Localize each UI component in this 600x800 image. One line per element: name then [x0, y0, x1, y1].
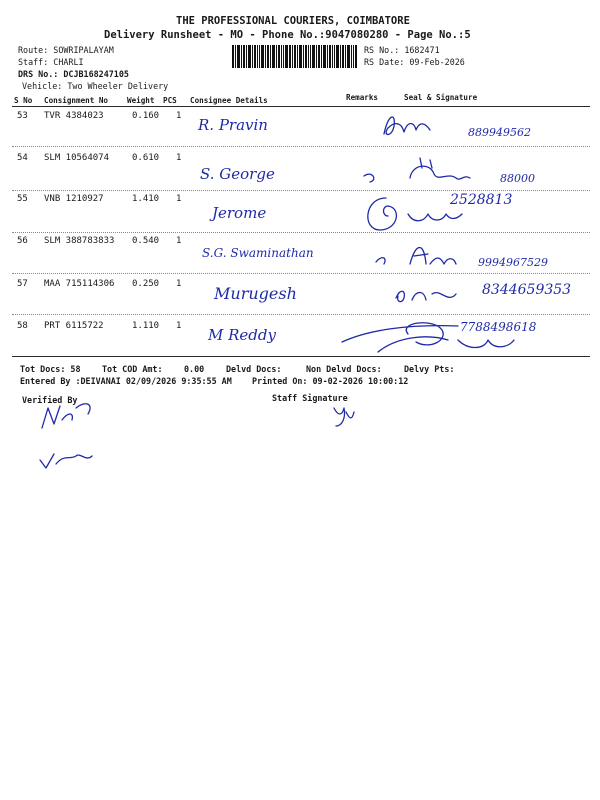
- row-55-weight: 1.410: [132, 194, 160, 204]
- row-54-consignee-handwriting: S. George: [200, 165, 275, 183]
- row-53-divider: [12, 146, 590, 147]
- row-53-weight: 0.160: [132, 111, 160, 121]
- total-docs: Tot Docs: 58: [20, 364, 81, 374]
- staff-signature-label: Staff Signature: [272, 393, 348, 403]
- col-pcs: PCS: [163, 96, 177, 105]
- row-57-consignee-handwriting: Murugesh: [214, 284, 297, 303]
- col-seal: Seal & Signature: [404, 93, 478, 102]
- route-label: Route: SOWRIPALAYAM: [18, 45, 114, 55]
- row-56-seal-handwriting: 9994967529: [478, 256, 548, 269]
- total-cod-value: 0.00: [184, 364, 205, 374]
- col-consignee: Consignee Details: [190, 96, 268, 105]
- vehicle-label: Vehicle: Two Wheeler Delivery: [22, 81, 169, 91]
- staff-label: Staff: CHARLI: [18, 57, 84, 67]
- col-remarks: Remarks: [346, 93, 379, 102]
- rs-date: RS Date: 09-Feb-2026: [364, 57, 465, 67]
- header-divider: [12, 106, 590, 107]
- row-55-pcs: 1: [176, 194, 182, 204]
- company-name: THE PROFESSIONAL COURIERS, COIMBATORE: [176, 15, 410, 27]
- row-56-consignee-handwriting: S.G. Swaminathan: [202, 246, 314, 260]
- col-sno: S No: [14, 96, 33, 105]
- row-56-sno: 56: [17, 236, 28, 246]
- printed-on: Printed On: 09-02-2026 10:00:12: [252, 376, 409, 386]
- row-53-consignment: TVR 4384023: [44, 111, 104, 121]
- row-56-pcs: 1: [176, 236, 182, 246]
- row-57-weight: 0.250: [132, 279, 160, 289]
- row-53-sno: 53: [17, 111, 28, 121]
- row-57-seal-handwriting: 8344659353: [482, 282, 572, 298]
- delivery-points: Delvy Pts:: [404, 364, 455, 374]
- row-58-consignee-handwriting: M Reddy: [208, 326, 276, 344]
- row-54-sno: 54: [17, 153, 28, 163]
- row-56-signature: [370, 234, 480, 274]
- row-55-sno: 55: [17, 194, 28, 204]
- col-weight: Weight: [127, 96, 155, 105]
- row-58-pcs: 1: [176, 321, 182, 331]
- row-55-divider: [12, 232, 590, 233]
- non-delivered-docs: Non Delvd Docs:: [306, 364, 382, 374]
- row-55-seal-handwriting: 2528813: [450, 192, 513, 208]
- row-58-sno: 58: [17, 321, 28, 331]
- col-consignment: Consignment No: [44, 96, 109, 105]
- staff-signature: [330, 402, 358, 430]
- verified-by-label: Verified By: [22, 395, 78, 405]
- entered-by: Entered By :DEIVANAI 02/09/2026 9:35:55 AM: [20, 376, 232, 386]
- row-55-consignee-handwriting: Jerome: [212, 204, 267, 222]
- row-54-consignment: SLM 10564074: [44, 153, 110, 163]
- row-56-weight: 0.540: [132, 236, 160, 246]
- row-57-pcs: 1: [176, 279, 182, 289]
- row-57-sno: 57: [17, 279, 28, 289]
- row-56-divider: [12, 273, 590, 274]
- row-55-consignment: VNB 1210927: [44, 194, 104, 204]
- row-58-weight: 1.110: [132, 321, 160, 331]
- rs-number: RS No.: 1682471: [364, 45, 440, 55]
- runsheet-subtitle: Delivery Runsheet - MO - Phone No.:9047080280 - Page No.:5: [104, 29, 471, 41]
- row-57-signature: [392, 280, 472, 308]
- verified-by-signature: [34, 390, 104, 480]
- row-57-consignment: MAA 715114306: [44, 279, 115, 289]
- drs-number: DRS No.: DCJB168247105: [18, 69, 129, 79]
- row-54-signature: [360, 154, 500, 192]
- row-53-pcs: 1: [176, 111, 182, 121]
- row-58-consignment: PRT 6115722: [44, 321, 104, 331]
- rows-bottom-divider: [12, 356, 590, 357]
- row-54-seal-handwriting: 88000: [500, 172, 535, 185]
- delivered-docs: Delvd Docs:: [226, 364, 282, 374]
- barcode: [232, 45, 357, 68]
- total-cod-label: Tot COD Amt:: [102, 364, 163, 374]
- row-58-seal-handwriting: 7788498618: [460, 320, 537, 334]
- row-53-consignee-handwriting: R. Pravin: [198, 116, 268, 134]
- row-54-pcs: 1: [176, 153, 182, 163]
- row-54-weight: 0.610: [132, 153, 160, 163]
- row-56-consignment: SLM 388783833: [44, 236, 115, 246]
- row-53-seal-handwriting: 889949562: [468, 126, 531, 139]
